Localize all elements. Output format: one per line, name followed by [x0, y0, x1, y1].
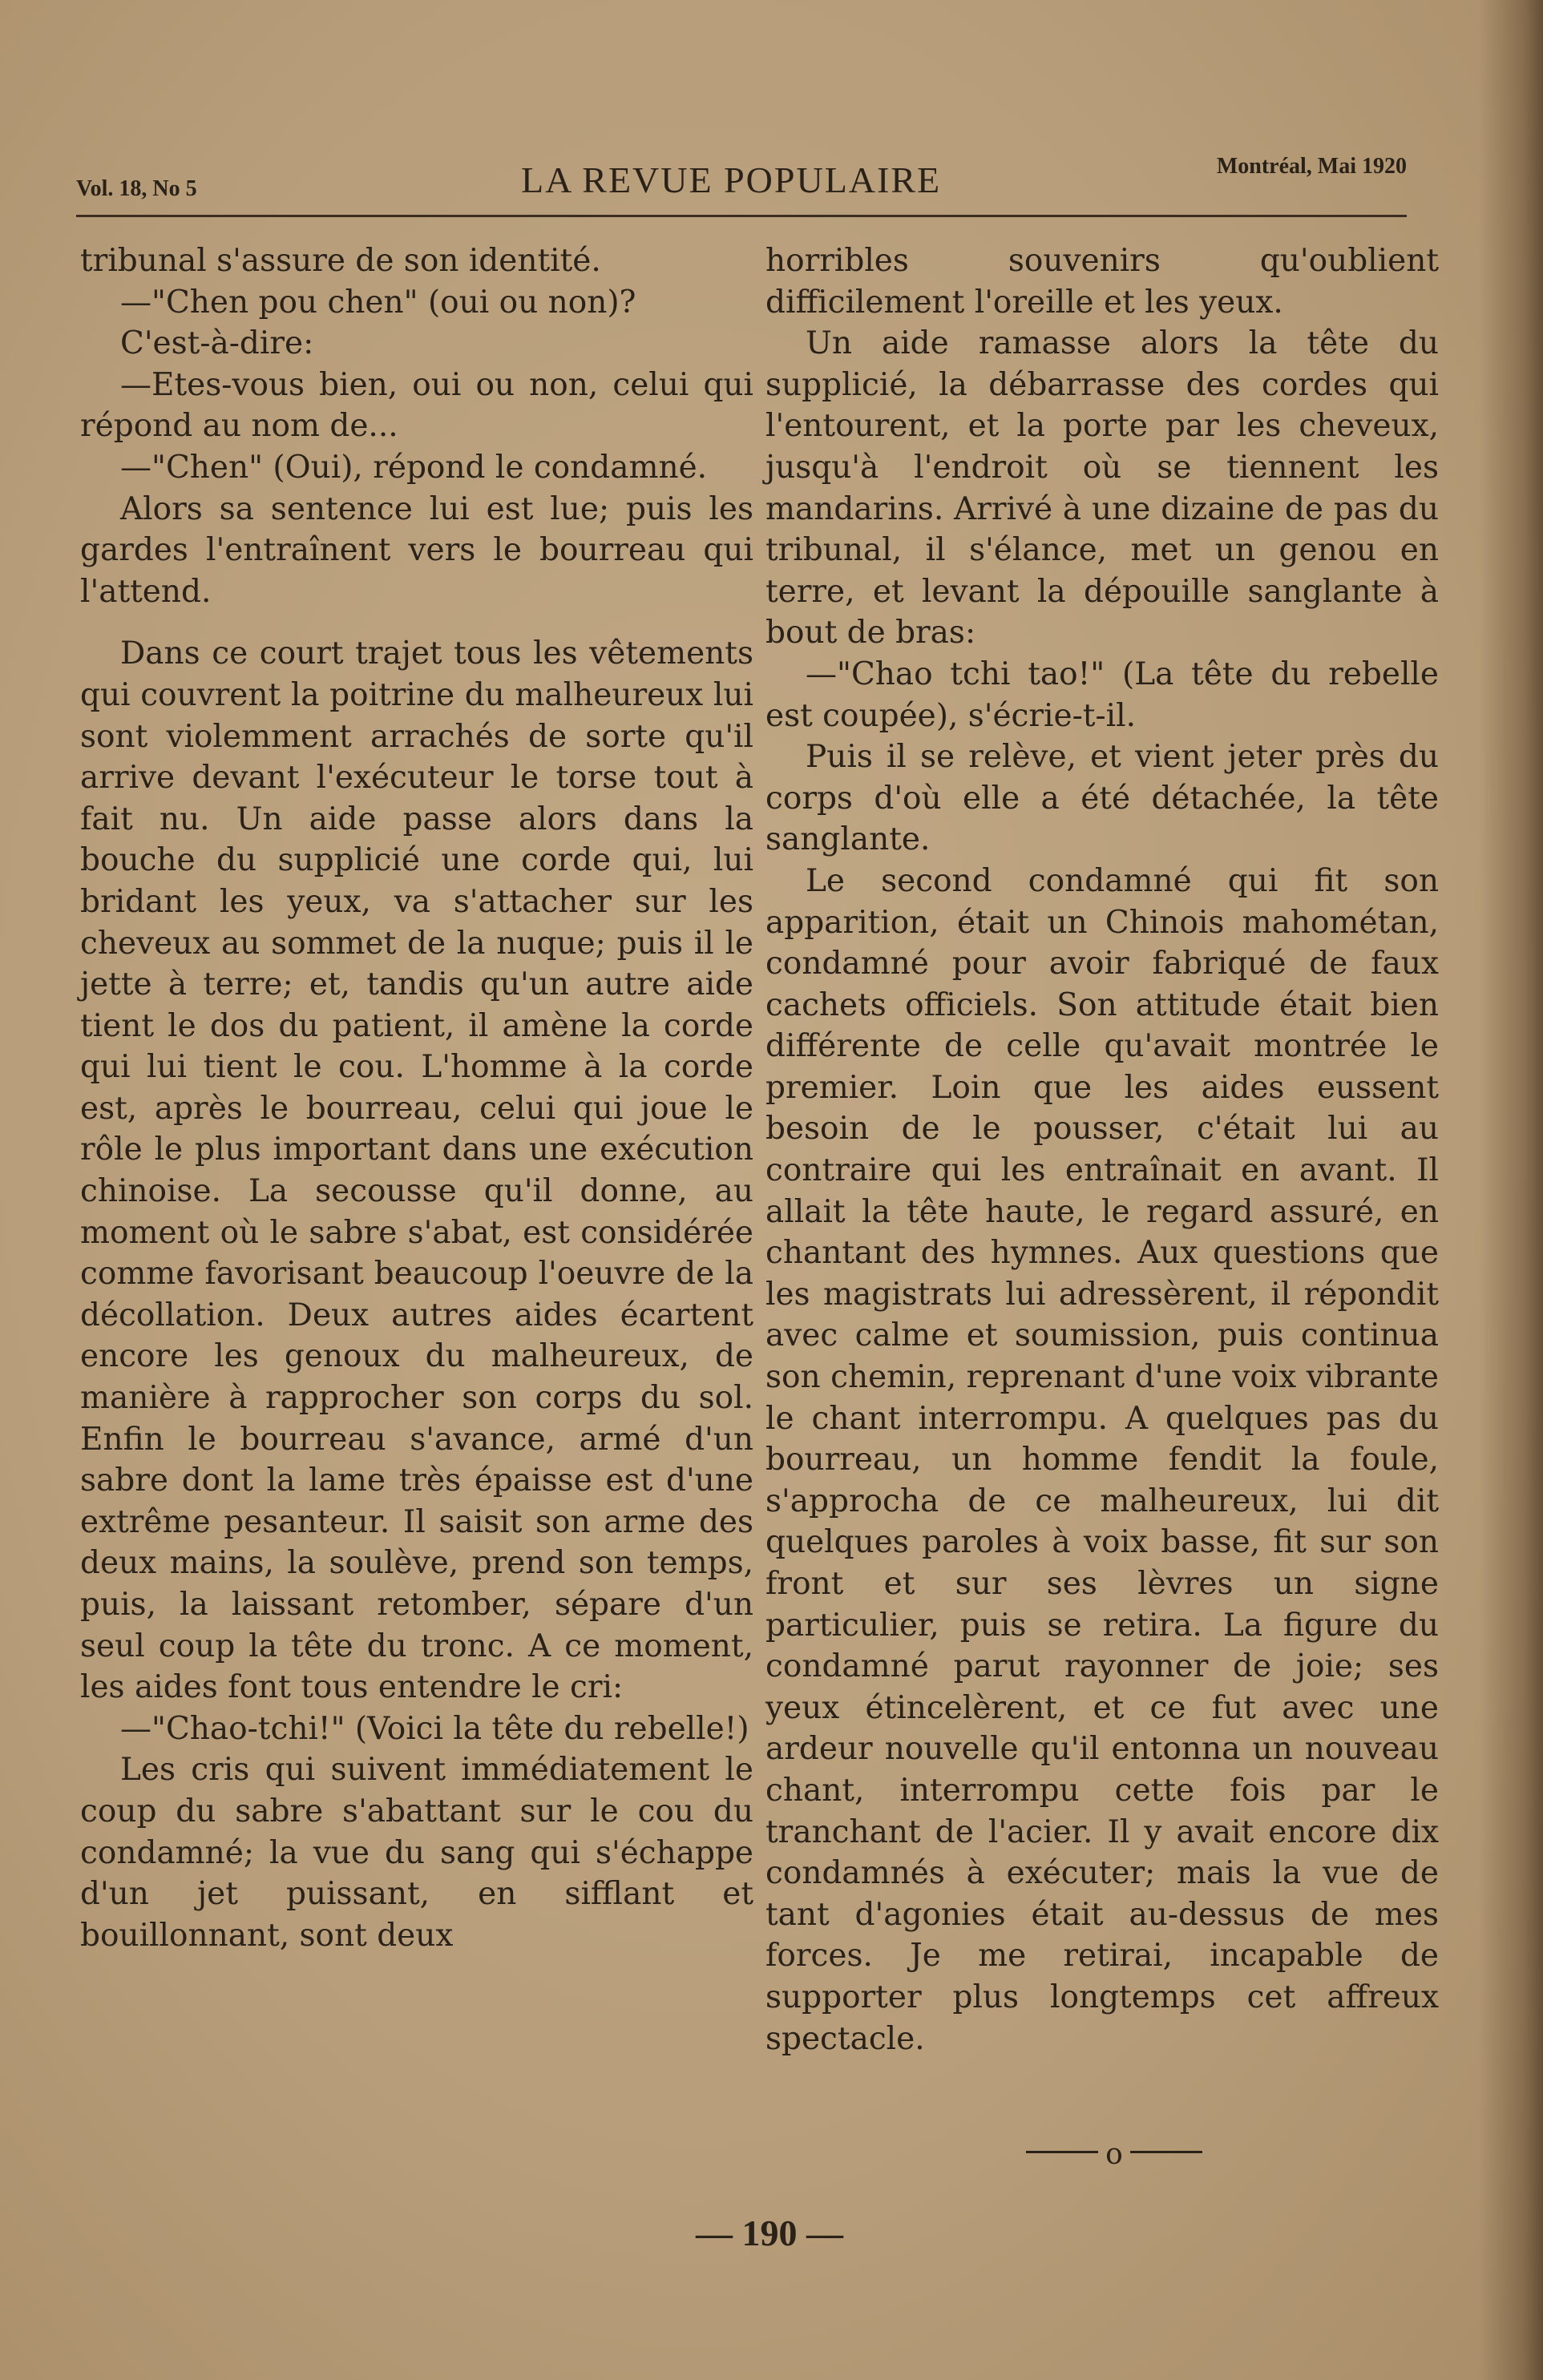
right-column — [765, 240, 1439, 2059]
paragraph: Le second condamné qui fit son apparition, était un Chinois mahométan, condamné pour avoir fabriqué de faux cachets officiels. Son attitude était bien différente de celle qu'avait montrée le premier. Loin que les aides eussent besoin de le pousser, c'était lui au contraire qui les entraînait en avant. Il allait la tête haute, le regard assuré, en chantant des hymnes. Aux questions que les magistrats lui adressèrent, il répondit avec calme et soumission, puis continua son chemin, reprenant d'une voix vibrante le chant interrompu. A quelques pas du bourreau, un homme fendit la foule, s'approcha de ce malheureux, lui dit quelques paroles à voix basse, fit sur son front et sur ses lèvres un signe particulier, puis se retira. La figure du condamné parut rayonner de joie; ses yeux étincelèrent, et ce fut avec une ardeur nouvelle qu'il entonna un nouveau chant, interrompu cette fois par le tranchant de l'acier. Il y avait encore dix condamnés à exécuter; mais la vue de tant d'agonies était au-dessus de mes forces. Je me retirai, incapable de supporter plus longtemps cet affreux spectacle. — [765, 862, 1439, 2057]
paragraph: Puis il se relève, et vient jeter près du corps d'où elle a été détachée, la tête sanglante. — [765, 739, 1439, 858]
paragraph: —"Chen" (Oui), répond le condamné. — [120, 449, 708, 486]
paragraph: —"Chao tchi tao!" (La tête du rebelle est coupée), s'écrie-t-il. — [765, 656, 1439, 734]
page-number-dash-right: — — [797, 2213, 843, 2253]
paragraph: —"Chen pou chen" (oui ou non)? — [120, 284, 636, 321]
page-number — [665, 2212, 874, 2254]
volume-number: Vol. 18, No 5 — [76, 176, 197, 201]
page-number-dash-left: — — [696, 2213, 742, 2253]
header-rule — [76, 215, 1407, 217]
magazine-title: LA REVUE POPULAIRE — [521, 159, 942, 200]
paragraph: Les cris qui suivent immédiatement le coup du sabre s'abattant sur le cou du condamné; la vue du sang qui s'échappe d'un jet puissant, en sifflant et bouillonnant, sont deux — [80, 1752, 753, 1954]
issue-date: Montréal, Mai 1920 — [1216, 154, 1407, 179]
paragraph: tribunal s'assure de son identité. — [80, 243, 601, 279]
section-divider — [1018, 2138, 1210, 2171]
page-edge-shadow — [1479, 0, 1543, 2380]
page-header — [76, 152, 1407, 216]
paragraph: —Etes-vous bien, oui ou non, celui qui répond au nom de... — [80, 366, 753, 445]
divider-mark: o — [1105, 2138, 1123, 2171]
page-number-value: 190 — [741, 2213, 798, 2253]
divider-line-left — [1026, 2151, 1098, 2153]
paragraph: C'est-à-dire: — [120, 325, 314, 362]
paragraph: Alors sa sentence lui est lue; puis les gardes l'entraînent vers le bourreau qui l'attend. — [80, 490, 753, 610]
paragraph: —"Chao-tchi!" (Voici la tête du rebelle!) — [120, 1710, 749, 1747]
left-column — [80, 240, 753, 1956]
paragraph: Un aide ramasse alors la tête du supplicié, la débarrasse des cordes qui l'entourent, et la porte par les cheveux, jusqu'à l'endroit où se tiennent les mandarins. Arrivé à une dizaine de pas du tribunal, il s'élance, met un genou en terre, et levant la dépouille sanglante à bout de bras: — [765, 325, 1439, 651]
paragraph: Dans ce court trajet tous les vêtements qui couvrent la poitrine du malheureux lui sont violemment arrachés de sorte qu'il arrive devant l'exécuteur le torse tout à fait nu. Un aide passe alors dans la bouche du supplicié une corde qui, lui bridant les yeux, va s'attacher sur les cheveux au sommet de la nuque; puis il le jette à terre; et, tandis qu'un autre aide tient le dos du patient, il amène la corde qui lui tient le cou. L'homme à la corde est, après le bourreau, celui qui joue le rôle le plus important dans une exécution chinoise. La secousse qu'il donne, au moment où le sabre s'abat, est considérée comme favorisant beaucoup l'oeuvre de la décollation. Deux autres aides écartent encore les genoux du malheureux, de manière à rapprocher son corps du sol. Enfin le bourreau s'avance, armé d'un sabre dont la lame très épaisse est d'une extrême pesanteur. Il saisit son arme des deux mains, la soulève, prend son temps, puis, la laissant retomber, sépare d'un seul coup la tête du tronc. A ce moment, les aides font tous entendre le cri: — [80, 635, 753, 1706]
paragraph: horribles souvenirs qu'oublient difficilement l'oreille et les yeux. — [765, 243, 1439, 321]
divider-line-right — [1130, 2151, 1202, 2153]
